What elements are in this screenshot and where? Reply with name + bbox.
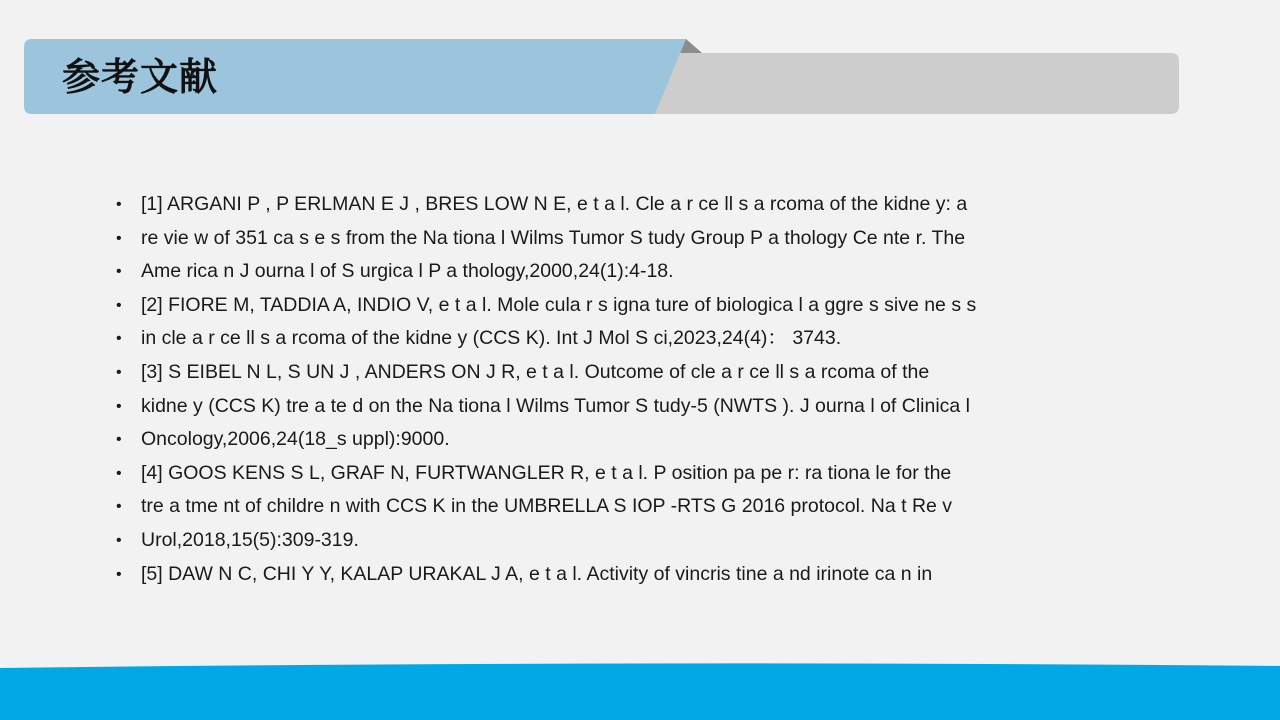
- reference-line: [116, 524, 976, 558]
- reference-text: Oncology,2006,24(18_s uppl):9000.: [141, 428, 450, 451]
- bullet-icon: •: [116, 464, 122, 482]
- bullet-icon: •: [116, 263, 122, 281]
- reference-line: [116, 390, 976, 424]
- reference-line: [116, 457, 976, 491]
- page-title: 参考文献: [62, 55, 219, 99]
- reference-line: [116, 255, 976, 289]
- reference-text: [2] FIORE M, TADDIA A, INDIO V, e t a l. Mole cula r s igna ture of biologica l a ggre s sive ne s s: [141, 293, 977, 316]
- reference-line: [116, 423, 976, 457]
- reference-text: kidne y (CCS K) tre a te d on the Na tiona l Wilms Tumor S tudy-5 (NWTS ). J ourna l of Clinica l: [141, 394, 971, 417]
- bullet-icon: •: [116, 196, 122, 213]
- reference-text: [5] DAW N C, CHI Y Y, KALAP URAKAL J A, e t a l. Activity of vincris tine a nd irinote ca n in: [141, 562, 933, 585]
- reference-line: [116, 188, 976, 222]
- reference-line: [116, 356, 976, 390]
- reference-list: [116, 188, 976, 591]
- reference-text: [3] S EIBEL N L, S UN J , ANDERS ON J R, e t a l. Outcome of cle a r ce ll s a rcoma of the: [141, 360, 930, 383]
- reference-text: tre a tme nt of childre n with CCS K in the UMBRELLA S IOP -RTS G 2016 protocol. Na t Re v: [141, 495, 953, 518]
- bullet-icon: •: [116, 397, 122, 415]
- bullet-icon: •: [116, 330, 122, 348]
- reference-text: in cle a r ce ll s a rcoma of the kidne y (CCS K). Int J Mol S ci,2023,24(4)： 3743.: [141, 327, 842, 350]
- reference-line: [116, 490, 976, 524]
- bullet-icon: •: [116, 363, 122, 381]
- bullet-icon: •: [116, 229, 122, 247]
- reference-text: [1] ARGANI P , P ERLMAN E J , BRES LOW N E, e t a l. Cle a r ce ll s a rcoma of the kidne y: a: [141, 193, 968, 215]
- reference-line: [116, 322, 976, 356]
- header-gray-bar: [655, 53, 1179, 114]
- bullet-icon: •: [116, 431, 122, 449]
- reference-line: [116, 289, 976, 323]
- reference-line: [116, 222, 976, 256]
- bullet-icon: •: [116, 531, 122, 549]
- bottom-band: [0, 660, 1280, 720]
- reference-text: Urol,2018,15(5):309-319.: [141, 528, 359, 551]
- reference-line: [116, 558, 976, 592]
- bullet-icon: •: [116, 498, 122, 516]
- reference-text: re vie w of 351 ca s e s from the Na tiona l Wilms Tumor S tudy Group P a thology Ce nte r. The: [141, 226, 966, 249]
- reference-text: Ame rica n J ourna l of S urgica l P a thology,2000,24(1):4-18.: [141, 260, 674, 283]
- bullet-icon: •: [116, 296, 122, 314]
- reference-text: [4] GOOS KENS S L, GRAF N, FURTWANGLER R, e t a l. P osition pa pe r: ra tiona le for the: [141, 461, 952, 484]
- bullet-icon: •: [116, 565, 122, 583]
